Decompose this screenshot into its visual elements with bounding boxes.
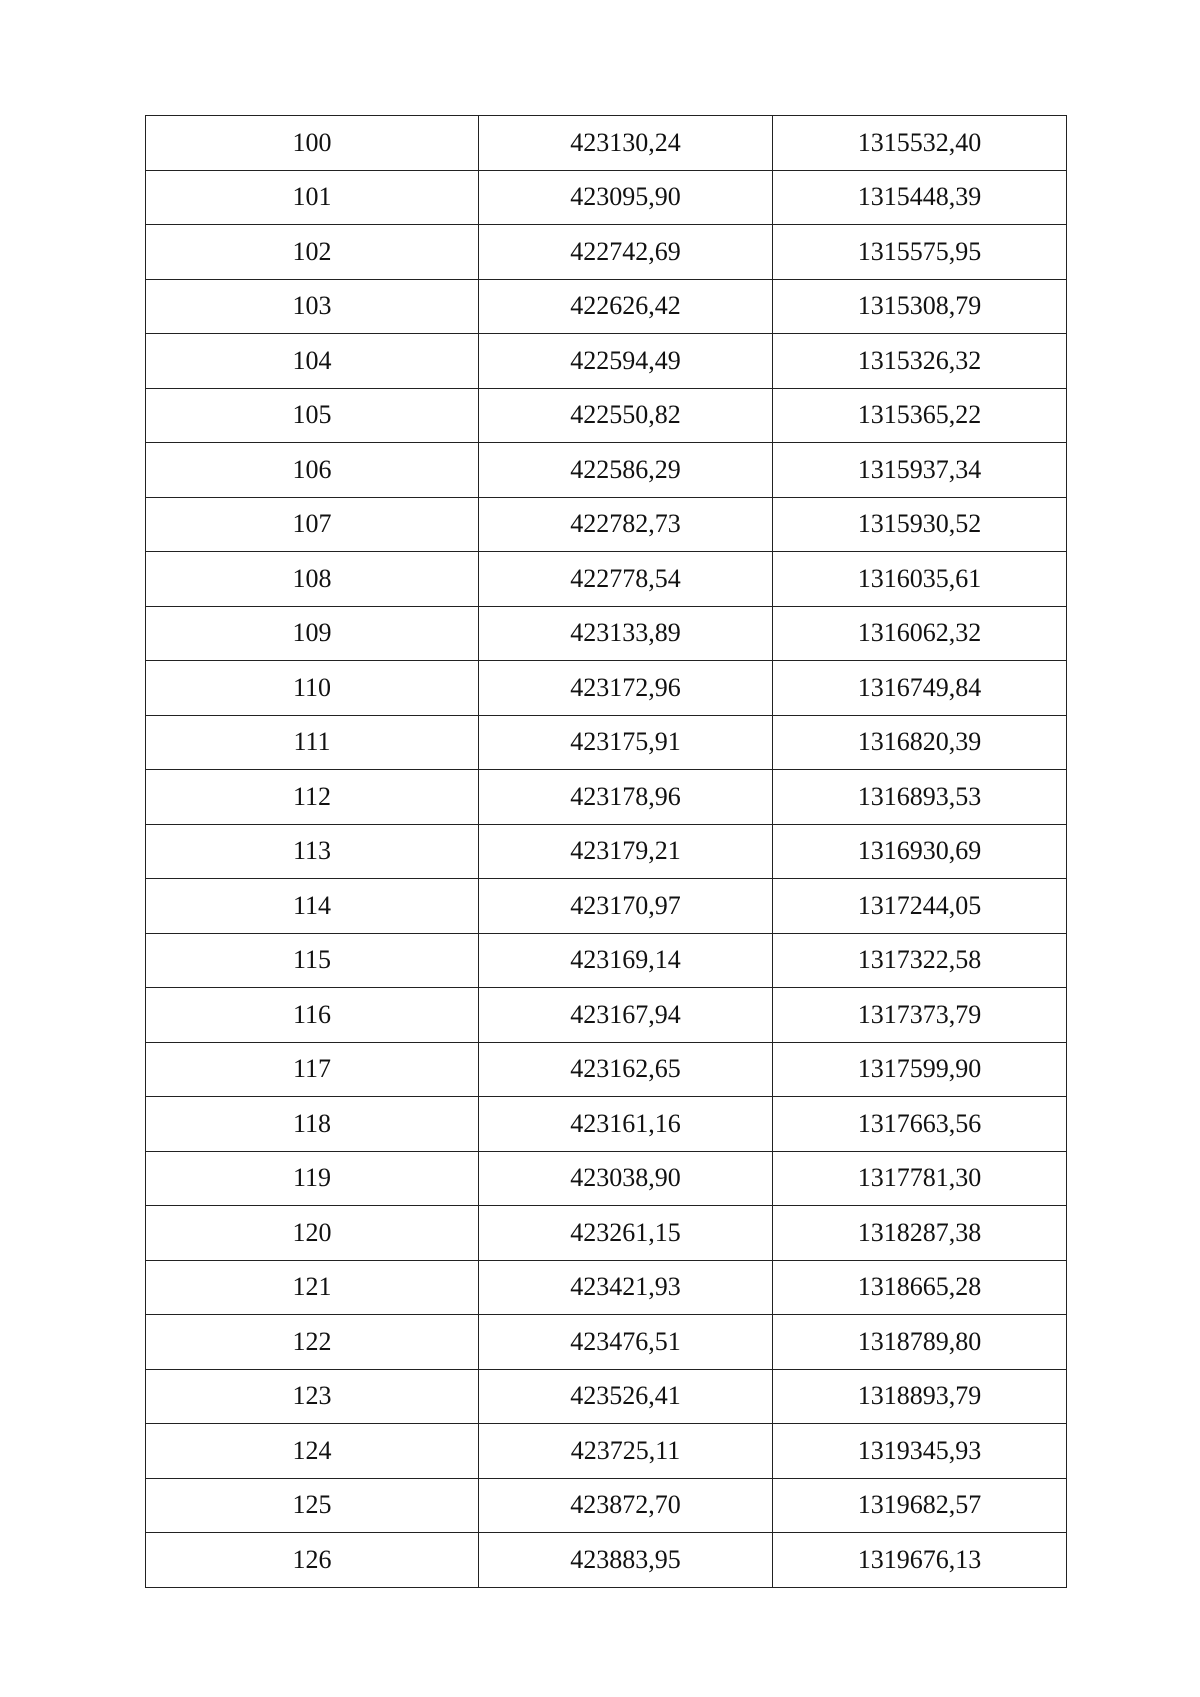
point-number-cell: 111 xyxy=(146,715,479,770)
coordinates-table-body xyxy=(146,116,1067,1588)
table-row xyxy=(146,661,1067,716)
table-row xyxy=(146,497,1067,552)
x-coordinate-cell: 423175,91 xyxy=(479,715,773,770)
point-number-cell: 115 xyxy=(146,933,479,988)
point-number-cell: 120 xyxy=(146,1206,479,1261)
y-coordinate-cell: 1317373,79 xyxy=(773,988,1067,1043)
y-coordinate-cell: 1318665,28 xyxy=(773,1260,1067,1315)
point-number-cell: 107 xyxy=(146,497,479,552)
x-coordinate-cell: 422594,49 xyxy=(479,334,773,389)
point-number-cell: 118 xyxy=(146,1097,479,1152)
y-coordinate-cell: 1318789,80 xyxy=(773,1315,1067,1370)
x-coordinate-cell: 423178,96 xyxy=(479,770,773,825)
point-number-cell: 119 xyxy=(146,1151,479,1206)
y-coordinate-cell: 1319676,13 xyxy=(773,1533,1067,1588)
table-row xyxy=(146,824,1067,879)
point-number-cell: 101 xyxy=(146,170,479,225)
y-coordinate-cell: 1317322,58 xyxy=(773,933,1067,988)
table-row xyxy=(146,334,1067,389)
y-coordinate-cell: 1316035,61 xyxy=(773,552,1067,607)
y-coordinate-cell: 1317599,90 xyxy=(773,1042,1067,1097)
table-row xyxy=(146,1533,1067,1588)
table-row xyxy=(146,606,1067,661)
table-row xyxy=(146,1042,1067,1097)
table-row xyxy=(146,715,1067,770)
point-number-cell: 106 xyxy=(146,443,479,498)
x-coordinate-cell: 422626,42 xyxy=(479,279,773,334)
point-number-cell: 113 xyxy=(146,824,479,879)
table-row xyxy=(146,1478,1067,1533)
x-coordinate-cell: 423172,96 xyxy=(479,661,773,716)
point-number-cell: 112 xyxy=(146,770,479,825)
y-coordinate-cell: 1318287,38 xyxy=(773,1206,1067,1261)
y-coordinate-cell: 1316749,84 xyxy=(773,661,1067,716)
y-coordinate-cell: 1315448,39 xyxy=(773,170,1067,225)
table-row xyxy=(146,1424,1067,1479)
x-coordinate-cell: 423526,41 xyxy=(479,1369,773,1424)
x-coordinate-cell: 423130,24 xyxy=(479,116,773,171)
table-row xyxy=(146,225,1067,280)
point-number-cell: 116 xyxy=(146,988,479,1043)
table-row xyxy=(146,1206,1067,1261)
point-number-cell: 110 xyxy=(146,661,479,716)
table-row xyxy=(146,388,1067,443)
y-coordinate-cell: 1316930,69 xyxy=(773,824,1067,879)
x-coordinate-cell: 423261,15 xyxy=(479,1206,773,1261)
y-coordinate-cell: 1319682,57 xyxy=(773,1478,1067,1533)
x-coordinate-cell: 423161,16 xyxy=(479,1097,773,1152)
y-coordinate-cell: 1317663,56 xyxy=(773,1097,1067,1152)
x-coordinate-cell: 423421,93 xyxy=(479,1260,773,1315)
table-row xyxy=(146,116,1067,171)
table-row xyxy=(146,552,1067,607)
y-coordinate-cell: 1316893,53 xyxy=(773,770,1067,825)
x-coordinate-cell: 423038,90 xyxy=(479,1151,773,1206)
table-row xyxy=(146,988,1067,1043)
table-row xyxy=(146,933,1067,988)
x-coordinate-cell: 423872,70 xyxy=(479,1478,773,1533)
y-coordinate-cell: 1315575,95 xyxy=(773,225,1067,280)
table-row xyxy=(146,279,1067,334)
x-coordinate-cell: 423133,89 xyxy=(479,606,773,661)
x-coordinate-cell: 423476,51 xyxy=(479,1315,773,1370)
point-number-cell: 122 xyxy=(146,1315,479,1370)
x-coordinate-cell: 423179,21 xyxy=(479,824,773,879)
y-coordinate-cell: 1315326,32 xyxy=(773,334,1067,389)
x-coordinate-cell: 422782,73 xyxy=(479,497,773,552)
table-row xyxy=(146,1151,1067,1206)
x-coordinate-cell: 423095,90 xyxy=(479,170,773,225)
table-row xyxy=(146,443,1067,498)
point-number-cell: 125 xyxy=(146,1478,479,1533)
x-coordinate-cell: 423170,97 xyxy=(479,879,773,934)
x-coordinate-cell: 423725,11 xyxy=(479,1424,773,1479)
table-row xyxy=(146,879,1067,934)
point-number-cell: 103 xyxy=(146,279,479,334)
x-coordinate-cell: 423167,94 xyxy=(479,988,773,1043)
x-coordinate-cell: 422778,54 xyxy=(479,552,773,607)
y-coordinate-cell: 1316820,39 xyxy=(773,715,1067,770)
table-row xyxy=(146,170,1067,225)
y-coordinate-cell: 1318893,79 xyxy=(773,1369,1067,1424)
point-number-cell: 108 xyxy=(146,552,479,607)
y-coordinate-cell: 1319345,93 xyxy=(773,1424,1067,1479)
table-row xyxy=(146,1260,1067,1315)
y-coordinate-cell: 1315308,79 xyxy=(773,279,1067,334)
table-row xyxy=(146,1315,1067,1370)
y-coordinate-cell: 1315930,52 xyxy=(773,497,1067,552)
x-coordinate-cell: 422742,69 xyxy=(479,225,773,280)
point-number-cell: 126 xyxy=(146,1533,479,1588)
x-coordinate-cell: 422586,29 xyxy=(479,443,773,498)
point-number-cell: 123 xyxy=(146,1369,479,1424)
table-row xyxy=(146,1097,1067,1152)
point-number-cell: 121 xyxy=(146,1260,479,1315)
x-coordinate-cell: 422550,82 xyxy=(479,388,773,443)
point-number-cell: 117 xyxy=(146,1042,479,1097)
y-coordinate-cell: 1316062,32 xyxy=(773,606,1067,661)
y-coordinate-cell: 1317781,30 xyxy=(773,1151,1067,1206)
coordinates-table xyxy=(145,115,1067,1588)
point-number-cell: 109 xyxy=(146,606,479,661)
y-coordinate-cell: 1315532,40 xyxy=(773,116,1067,171)
point-number-cell: 100 xyxy=(146,116,479,171)
point-number-cell: 104 xyxy=(146,334,479,389)
x-coordinate-cell: 423162,65 xyxy=(479,1042,773,1097)
y-coordinate-cell: 1315937,34 xyxy=(773,443,1067,498)
point-number-cell: 124 xyxy=(146,1424,479,1479)
x-coordinate-cell: 423169,14 xyxy=(479,933,773,988)
table-row xyxy=(146,1369,1067,1424)
x-coordinate-cell: 423883,95 xyxy=(479,1533,773,1588)
point-number-cell: 102 xyxy=(146,225,479,280)
point-number-cell: 114 xyxy=(146,879,479,934)
point-number-cell: 105 xyxy=(146,388,479,443)
y-coordinate-cell: 1317244,05 xyxy=(773,879,1067,934)
y-coordinate-cell: 1315365,22 xyxy=(773,388,1067,443)
table-row xyxy=(146,770,1067,825)
